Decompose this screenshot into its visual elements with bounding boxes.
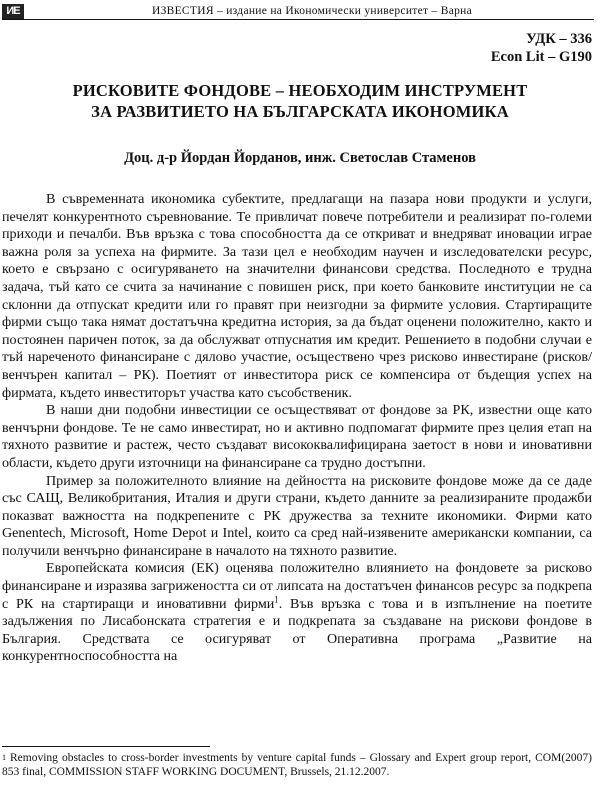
title-line-2: ЗА РАЗВИТИЕТО НА БЪЛГАРСКАТА ИКОНОМИКА	[91, 102, 509, 121]
econlit-code: Econ Lit – G190	[490, 49, 592, 65]
udk-code: УДК – 336	[526, 31, 592, 47]
classification-codes	[491, 30, 592, 66]
article-authors: Доц. д-р Йордан Йорданов, инж. Светослав Стаменов	[124, 150, 476, 166]
paragraph-text: Във връзка с това и в изпълнение на поетите задължения по Лисабонската стратегия е и подкрепата за създаване на рискови фондове в България. Средствата се осигуряват от Оперативна програма „Развитие на конкурентноспособността на	[2, 595, 592, 665]
paragraph: Пример за положителното влияние на дейността на рисковите фондове може да се даде със САЩ, Великобритания, Италия и други страни, където данните за реализираните продажби показват важността на подкрепените с РК дружества за техните икономики. Фирми като Genentech, Microsoft, Home Depot и Intel, които са сред най-изявените американски компании, са получили венчърно финансиране в началото на тяхното развитие.	[2, 472, 592, 559]
title-line-1: РИСКОВИТЕ ФОНДОВЕ – НЕОБХОДИМ ИНСТРУМЕНТ	[72, 81, 528, 100]
article-body	[2, 191, 592, 666]
paragraph: Европейската комисия (ЕК) оценява положително влиянието на фондовете за рисково финансиране и изразява загрижеността си от липсата на достатъчен финансов ресурс за подкрепа с РК на стартиращи и иновативни фирми$^1$. Във връзка с това и в изпълнение на поетите задължения по Лисабонската стратегия е и подкрепата за създаване на рискови фондове в България. Средствата се осигуряват от Оперативна програма „Развитие на конкурентноспособността на	[2, 560, 592, 665]
journal-title: ИЗВЕСТИЯ – издание на Икономически университет – Варна	[151, 5, 473, 17]
university-logo: ИЕ	[2, 4, 24, 19]
footnote-number: 1	[2, 753, 6, 762]
paragraph: В съвременната икономика субектите, предлагащи на пазара нови продукти и услуги, печелят конкурентното съревнование. Те привличат повече потребители и реализират по-големи приходи и печалби. Във връзка с това способността да се откриват и внедряват иновации играе важна роля за успеха на фирмите. За тази цел е необходим научен и изследователски ресурс, което е свързано с осигуряването на значителни финансови средства. Последното е трудна задача, тъй като се счита за начинание с повишен риск, при което банковите институции не са склонни да отпускат кредити или го правят при неизгодни за фирмите условия. Стартиращите фирми също така нямат достатъчна кредитна история, за да бъдат оценени положително, както и постоянен паричен поток, за да обслужват отпуснатия им кредит. Решението в подобни случаи е тъй нареченото финансиране с дялово участие, осъществено чрез рисково инвестиране (рисков/ венчърен капитал – РК). Поетият от инвеститора риск се компенсира от бъдещия успех на фирмата, където инвеститорът участва като съсобственик.	[2, 191, 592, 401]
footnote-text: Removing obstacles to cross-border investments by venture capital funds – Glossary and Expert group report, COM(2007) 853 final, COMMISSION STAFF WORKING DOCUMENT, Brussels, 21.12.2007.	[2, 752, 592, 778]
journal-header	[2, 3, 594, 20]
article-title	[0, 80, 600, 122]
footnote-divider	[2, 746, 210, 747]
footnote	[2, 751, 592, 779]
footnote-marker[interactable]: 1	[274, 593, 279, 604]
paragraph-text: Европейската комисия (ЕК) оценява положително влиянието на фондовете за рисково финансиране и изразява загрижеността си от липсата на достатъчен финансов ресурс за подкрепа с РК на стартиращи и иновативни фирми	[2, 560, 592, 612]
paragraph: В наши дни подобни инвестиции се осъществяват от фондове за РК, известни още като венчърни фондове. Те не само инвестират, но и активно подпомагат фирмите през целия етап на тяхното развитие и растеж, често създават висококвалифицирана заетост в нови и иновативни области, където други източници на финансиране са трудно достъпни.	[2, 402, 592, 471]
